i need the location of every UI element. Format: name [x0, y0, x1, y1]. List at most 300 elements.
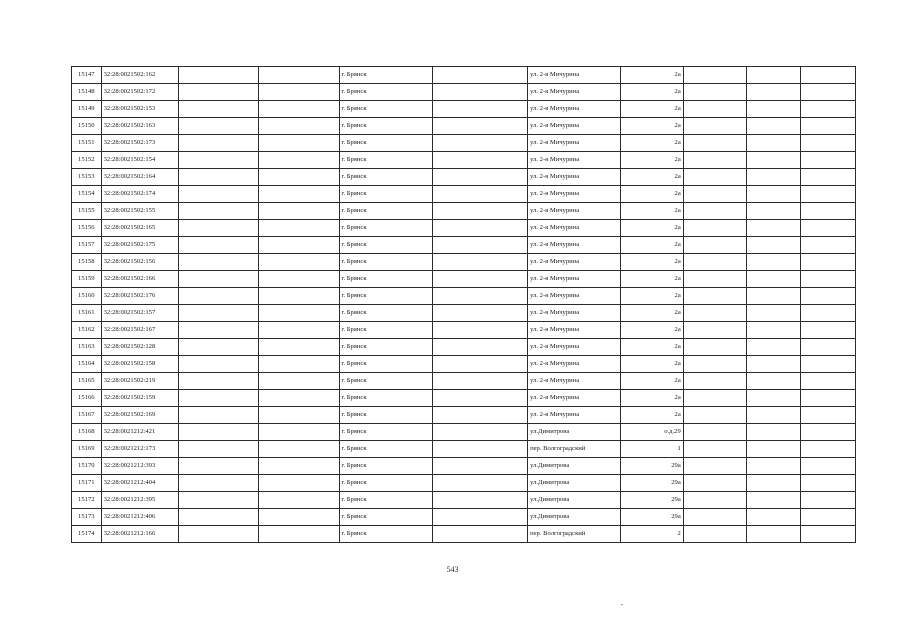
empty-cell [683, 186, 747, 203]
cadastral-number-cell: 32:28:0021502:166 [101, 271, 179, 288]
empty-cell [259, 390, 339, 407]
street-cell: ул. 2-я Мичурина [528, 339, 621, 356]
empty-cell [432, 458, 527, 475]
table-row [72, 492, 856, 509]
empty-cell [747, 492, 801, 509]
empty-cell [747, 373, 801, 390]
empty-cell [801, 305, 856, 322]
empty-cell [801, 203, 856, 220]
cadastral-number-cell: 32:28:0021502:162 [101, 67, 179, 84]
empty-cell [432, 101, 527, 118]
empty-cell [801, 356, 856, 373]
street-cell: ул.Димитрова [528, 424, 621, 441]
empty-cell [432, 424, 527, 441]
empty-cell [683, 390, 747, 407]
empty-cell [801, 475, 856, 492]
table-row [72, 475, 856, 492]
city-cell: г. Брянск [339, 373, 432, 390]
empty-cell [801, 135, 856, 152]
city-cell: г. Брянск [339, 203, 432, 220]
row-number-cell: 15166 [72, 390, 102, 407]
empty-cell [683, 526, 747, 543]
row-number-cell: 15165 [72, 373, 102, 390]
cadastral-number-cell: 32:28:0021502:172 [101, 84, 179, 101]
empty-cell [179, 407, 259, 424]
empty-cell [801, 101, 856, 118]
city-cell: г. Брянск [339, 67, 432, 84]
row-number-cell: 15164 [72, 356, 102, 373]
house-number-cell: о.д.29 [621, 424, 684, 441]
empty-cell [801, 390, 856, 407]
city-cell: г. Брянск [339, 475, 432, 492]
city-cell: г. Брянск [339, 220, 432, 237]
empty-cell [801, 152, 856, 169]
empty-cell [432, 305, 527, 322]
street-cell: ул. 2-я Мичурина [528, 373, 621, 390]
city-cell: г. Брянск [339, 322, 432, 339]
empty-cell [179, 424, 259, 441]
empty-cell [179, 135, 259, 152]
empty-cell [432, 356, 527, 373]
street-cell: ул.Димитрова [528, 458, 621, 475]
empty-cell [432, 237, 527, 254]
empty-cell [179, 390, 259, 407]
table-row [72, 356, 856, 373]
empty-cell [747, 169, 801, 186]
house-number-cell: 29а [621, 492, 684, 509]
house-number-cell: 2а [621, 169, 684, 186]
empty-cell [179, 509, 259, 526]
scan-artifact [621, 604, 623, 605]
city-cell: г. Брянск [339, 526, 432, 543]
row-number-cell: 15154 [72, 186, 102, 203]
cadastral-number-cell: 32:28:0021502:164 [101, 169, 179, 186]
empty-cell [179, 475, 259, 492]
table-row [72, 169, 856, 186]
empty-cell [683, 84, 747, 101]
table-row [72, 67, 856, 84]
empty-cell [683, 203, 747, 220]
empty-cell [432, 475, 527, 492]
house-number-cell: 2а [621, 390, 684, 407]
city-cell: г. Брянск [339, 254, 432, 271]
empty-cell [801, 373, 856, 390]
table-row [72, 237, 856, 254]
empty-cell [747, 458, 801, 475]
empty-cell [747, 237, 801, 254]
row-number-cell: 15174 [72, 526, 102, 543]
empty-cell [683, 441, 747, 458]
city-cell: г. Брянск [339, 135, 432, 152]
house-number-cell: 2а [621, 373, 684, 390]
cadastral-number-cell: 32:28:0021212:421 [101, 424, 179, 441]
row-number-cell: 15155 [72, 203, 102, 220]
row-number-cell: 15148 [72, 84, 102, 101]
cadastral-number-cell: 32:28:0021502:219 [101, 373, 179, 390]
empty-cell [683, 424, 747, 441]
empty-cell [432, 441, 527, 458]
table-row [72, 220, 856, 237]
street-cell: ул. 2-я Мичурина [528, 254, 621, 271]
house-number-cell: 2а [621, 288, 684, 305]
empty-cell [179, 322, 259, 339]
house-number-cell: 2а [621, 203, 684, 220]
street-cell: ул. 2-я Мичурина [528, 169, 621, 186]
table-row [72, 288, 856, 305]
row-number-cell: 15163 [72, 339, 102, 356]
table-row [72, 305, 856, 322]
empty-cell [432, 220, 527, 237]
empty-cell [179, 237, 259, 254]
empty-cell [747, 203, 801, 220]
row-number-cell: 15168 [72, 424, 102, 441]
empty-cell [179, 152, 259, 169]
row-number-cell: 15160 [72, 288, 102, 305]
street-cell: ул. 2-я Мичурина [528, 305, 621, 322]
table-row [72, 271, 856, 288]
empty-cell [259, 526, 339, 543]
row-number-cell: 15161 [72, 305, 102, 322]
empty-cell [747, 322, 801, 339]
house-number-cell: 2а [621, 135, 684, 152]
cadastral-number-cell: 32:28:0021212:395 [101, 492, 179, 509]
empty-cell [259, 407, 339, 424]
house-number-cell: 2 [621, 526, 684, 543]
empty-cell [747, 441, 801, 458]
empty-cell [801, 254, 856, 271]
empty-cell [683, 220, 747, 237]
cadastral-number-cell: 32:28:0021502:158 [101, 356, 179, 373]
cadastral-number-cell: 32:28:0021502:176 [101, 288, 179, 305]
empty-cell [801, 288, 856, 305]
street-cell: ул.Димитрова [528, 492, 621, 509]
city-cell: г. Брянск [339, 84, 432, 101]
empty-cell [179, 203, 259, 220]
empty-cell [259, 203, 339, 220]
empty-cell [683, 152, 747, 169]
registry-table [71, 66, 856, 543]
empty-cell [683, 339, 747, 356]
empty-cell [259, 67, 339, 84]
street-cell: ул. 2-я Мичурина [528, 288, 621, 305]
street-cell: ул. 2-я Мичурина [528, 220, 621, 237]
empty-cell [259, 169, 339, 186]
house-number-cell: 2а [621, 186, 684, 203]
city-cell: г. Брянск [339, 407, 432, 424]
page-number: 543 [446, 565, 459, 574]
empty-cell [683, 509, 747, 526]
empty-cell [801, 339, 856, 356]
empty-cell [432, 407, 527, 424]
empty-cell [259, 424, 339, 441]
empty-cell [683, 288, 747, 305]
empty-cell [747, 288, 801, 305]
empty-cell [801, 322, 856, 339]
city-cell: г. Брянск [339, 390, 432, 407]
empty-cell [683, 169, 747, 186]
city-cell: г. Брянск [339, 271, 432, 288]
empty-cell [259, 288, 339, 305]
empty-cell [747, 220, 801, 237]
house-number-cell: 2а [621, 118, 684, 135]
empty-cell [747, 424, 801, 441]
cadastral-number-cell: 32:28:0021212:166 [101, 526, 179, 543]
empty-cell [179, 526, 259, 543]
empty-cell [747, 135, 801, 152]
table-row [72, 101, 856, 118]
empty-cell [801, 458, 856, 475]
cadastral-number-cell: 32:28:0021502:173 [101, 135, 179, 152]
cadastral-number-cell: 32:28:0021212:406 [101, 509, 179, 526]
empty-cell [432, 203, 527, 220]
row-number-cell: 15158 [72, 254, 102, 271]
house-number-cell: 2а [621, 339, 684, 356]
house-number-cell: 2а [621, 322, 684, 339]
city-cell: г. Брянск [339, 186, 432, 203]
street-cell: пер. Волгоградский [528, 441, 621, 458]
city-cell: г. Брянск [339, 356, 432, 373]
street-cell: ул.Димитрова [528, 475, 621, 492]
row-number-cell: 15157 [72, 237, 102, 254]
city-cell: г. Брянск [339, 237, 432, 254]
empty-cell [179, 118, 259, 135]
empty-cell [801, 271, 856, 288]
empty-cell [801, 186, 856, 203]
empty-cell [179, 186, 259, 203]
empty-cell [683, 135, 747, 152]
empty-cell [747, 254, 801, 271]
empty-cell [801, 220, 856, 237]
cadastral-number-cell: 32:28:0021212:404 [101, 475, 179, 492]
cadastral-number-cell: 32:28:0021502:159 [101, 390, 179, 407]
empty-cell [747, 152, 801, 169]
cadastral-number-cell: 32:28:0021502:154 [101, 152, 179, 169]
row-number-cell: 15149 [72, 101, 102, 118]
row-number-cell: 15173 [72, 509, 102, 526]
registry-table-body [72, 67, 856, 543]
empty-cell [432, 254, 527, 271]
empty-cell [259, 492, 339, 509]
city-cell: г. Брянск [339, 458, 432, 475]
street-cell: ул. 2-я Мичурина [528, 118, 621, 135]
cadastral-number-cell: 32:28:0021502:128 [101, 339, 179, 356]
house-number-cell: 29а [621, 458, 684, 475]
empty-cell [179, 492, 259, 509]
cadastral-number-cell: 32:28:0021502:163 [101, 118, 179, 135]
row-number-cell: 15153 [72, 169, 102, 186]
city-cell: г. Брянск [339, 492, 432, 509]
city-cell: г. Брянск [339, 169, 432, 186]
street-cell: ул. 2-я Мичурина [528, 322, 621, 339]
empty-cell [259, 186, 339, 203]
empty-cell [179, 271, 259, 288]
house-number-cell: 2а [621, 271, 684, 288]
empty-cell [179, 441, 259, 458]
empty-cell [179, 220, 259, 237]
empty-cell [432, 169, 527, 186]
empty-cell [747, 67, 801, 84]
cadastral-number-cell: 32:28:0021502:155 [101, 203, 179, 220]
empty-cell [432, 118, 527, 135]
empty-cell [801, 509, 856, 526]
table-row [72, 407, 856, 424]
table-row [72, 441, 856, 458]
row-number-cell: 15159 [72, 271, 102, 288]
city-cell: г. Брянск [339, 509, 432, 526]
cadastral-number-cell: 32:28:0021502:156 [101, 254, 179, 271]
empty-cell [259, 509, 339, 526]
house-number-cell: 2а [621, 305, 684, 322]
empty-cell [432, 373, 527, 390]
empty-cell [179, 356, 259, 373]
empty-cell [432, 152, 527, 169]
table-row [72, 526, 856, 543]
table-row [72, 390, 856, 407]
street-cell: ул.Димитрова [528, 509, 621, 526]
cadastral-number-cell: 32:28:0021502:157 [101, 305, 179, 322]
city-cell: г. Брянск [339, 101, 432, 118]
table-row [72, 135, 856, 152]
empty-cell [179, 373, 259, 390]
empty-cell [747, 390, 801, 407]
row-number-cell: 15170 [72, 458, 102, 475]
empty-cell [747, 475, 801, 492]
city-cell: г. Брянск [339, 288, 432, 305]
empty-cell [259, 475, 339, 492]
table-row [72, 509, 856, 526]
house-number-cell: 29а [621, 475, 684, 492]
city-cell: г. Брянск [339, 305, 432, 322]
house-number-cell: 2а [621, 356, 684, 373]
cadastral-number-cell: 32:28:0021502:153 [101, 101, 179, 118]
street-cell: ул. 2-я Мичурина [528, 203, 621, 220]
empty-cell [801, 118, 856, 135]
empty-cell [179, 84, 259, 101]
house-number-cell: 2а [621, 84, 684, 101]
empty-cell [259, 220, 339, 237]
city-cell: г. Брянск [339, 441, 432, 458]
row-number-cell: 15172 [72, 492, 102, 509]
empty-cell [179, 458, 259, 475]
cadastral-number-cell: 32:28:0021502:165 [101, 220, 179, 237]
cadastral-number-cell: 32:28:0021502:175 [101, 237, 179, 254]
empty-cell [179, 254, 259, 271]
row-number-cell: 15169 [72, 441, 102, 458]
table-row [72, 186, 856, 203]
empty-cell [432, 526, 527, 543]
street-cell: ул. 2-я Мичурина [528, 186, 621, 203]
house-number-cell: 29а [621, 509, 684, 526]
street-cell: ул. 2-я Мичурина [528, 356, 621, 373]
empty-cell [432, 339, 527, 356]
empty-cell [259, 135, 339, 152]
empty-cell [747, 407, 801, 424]
empty-cell [801, 84, 856, 101]
row-number-cell: 15156 [72, 220, 102, 237]
street-cell: ул. 2-я Мичурина [528, 84, 621, 101]
row-number-cell: 15151 [72, 135, 102, 152]
empty-cell [179, 169, 259, 186]
empty-cell [259, 322, 339, 339]
empty-cell [432, 135, 527, 152]
street-cell: ул. 2-я Мичурина [528, 390, 621, 407]
empty-cell [683, 118, 747, 135]
empty-cell [432, 67, 527, 84]
street-cell: ул. 2-я Мичурина [528, 407, 621, 424]
street-cell: ул. 2-я Мичурина [528, 237, 621, 254]
table-row [72, 373, 856, 390]
empty-cell [801, 169, 856, 186]
empty-cell [683, 254, 747, 271]
empty-cell [179, 101, 259, 118]
empty-cell [179, 288, 259, 305]
empty-cell [683, 101, 747, 118]
empty-cell [259, 254, 339, 271]
empty-cell [259, 84, 339, 101]
empty-cell [683, 356, 747, 373]
city-cell: г. Брянск [339, 339, 432, 356]
empty-cell [179, 339, 259, 356]
empty-cell [432, 186, 527, 203]
empty-cell [801, 424, 856, 441]
empty-cell [179, 305, 259, 322]
table-row [72, 458, 856, 475]
empty-cell [801, 526, 856, 543]
empty-cell [259, 305, 339, 322]
empty-cell [259, 152, 339, 169]
empty-cell [801, 237, 856, 254]
empty-cell [801, 492, 856, 509]
empty-cell [432, 322, 527, 339]
empty-cell [683, 407, 747, 424]
empty-cell [259, 458, 339, 475]
cadastral-number-cell: 32:28:0021502:174 [101, 186, 179, 203]
empty-cell [747, 356, 801, 373]
house-number-cell: 2а [621, 220, 684, 237]
empty-cell [747, 101, 801, 118]
empty-cell [747, 271, 801, 288]
empty-cell [747, 339, 801, 356]
row-number-cell: 15150 [72, 118, 102, 135]
street-cell: ул. 2-я Мичурина [528, 67, 621, 84]
house-number-cell: 2а [621, 237, 684, 254]
empty-cell [683, 492, 747, 509]
house-number-cell: 2а [621, 407, 684, 424]
street-cell: пер. Волгоградский [528, 526, 621, 543]
empty-cell [683, 322, 747, 339]
street-cell: ул. 2-я Мичурина [528, 271, 621, 288]
cadastral-number-cell: 32:28:0021502:169 [101, 407, 179, 424]
house-number-cell: 2а [621, 152, 684, 169]
cadastral-number-cell: 32:28:0021502:167 [101, 322, 179, 339]
row-number-cell: 15171 [72, 475, 102, 492]
row-number-cell: 15162 [72, 322, 102, 339]
empty-cell [801, 67, 856, 84]
empty-cell [801, 441, 856, 458]
empty-cell [259, 441, 339, 458]
empty-cell [683, 373, 747, 390]
row-number-cell: 15167 [72, 407, 102, 424]
empty-cell [259, 373, 339, 390]
city-cell: г. Брянск [339, 424, 432, 441]
empty-cell [683, 271, 747, 288]
table-row [72, 118, 856, 135]
table-row [72, 152, 856, 169]
table-row [72, 322, 856, 339]
empty-cell [747, 186, 801, 203]
empty-cell [259, 339, 339, 356]
empty-cell [683, 305, 747, 322]
